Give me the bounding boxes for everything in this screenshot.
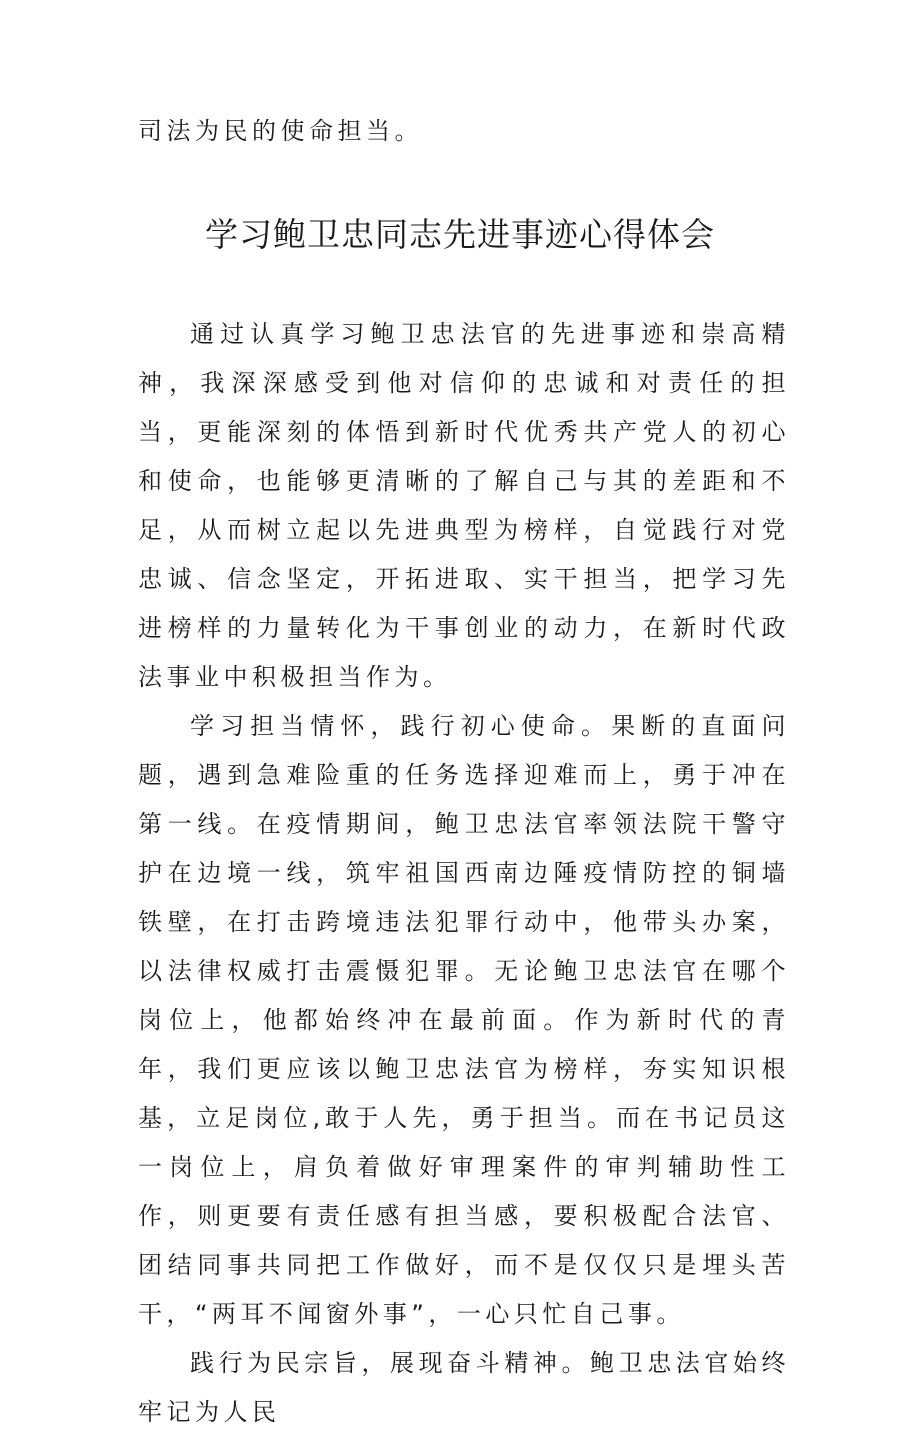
document-title: 学习鲍卫忠同志先进事迹心得体会 <box>205 215 715 254</box>
paragraph-1: 通过认真学习鲍卫忠法官的先进事迹和崇高精神，我深深感受到他对信仰的忠诚和对责任的担当，更能深刻的体悟到新时代优秀共产党人的初心和使命，也能够更清晰的了解自己与其的差距和不足，从而树立起以先进典型为榜样，自觉践行对党忠诚、信念坚定，开拓进取、实干担当，把学习先进榜样的力量转化为干事创业的动力，在新时代政法事业中积极担当作为。 <box>138 320 790 691</box>
lead-line: 司法为民的使命担当。 <box>138 117 423 145</box>
paragraph-2: 学习担当情怀，践行初心使命。果断的直面问题，遇到急难险重的任务选择迎难而上，勇于冲在第一线。在疫情期间，鲍卫忠法官率领法院干警守护在边境一线，筑牢祖国西南边陲疫情防控的铜墙铁壁，在打击跨境违法犯罪行动中，他带头办案，以法律权威打击震慑犯罪。无论鲍卫忠法官在哪个岗位上，他都始终冲在最前面。作为新时代的青年，我们更应该以鲍卫忠法官为榜样，夯实知识根基，立足岗位,敢于人先，勇于担当。而在书记员这一岗位上，肩负着做好审理案件的审判辅助性工作，则更要有责任感有担当感，要积极配合法官、团结同事共同把工作做好，而不是仅仅只是埋头苦干，“两耳不闻窗外事”，一心只忙自己事。 <box>138 712 790 1328</box>
paragraph-3: 践行为民宗旨，展现奋斗精神。鲍卫忠法官始终牢记为人民 <box>138 1349 790 1426</box>
body-text <box>138 310 790 1437</box>
